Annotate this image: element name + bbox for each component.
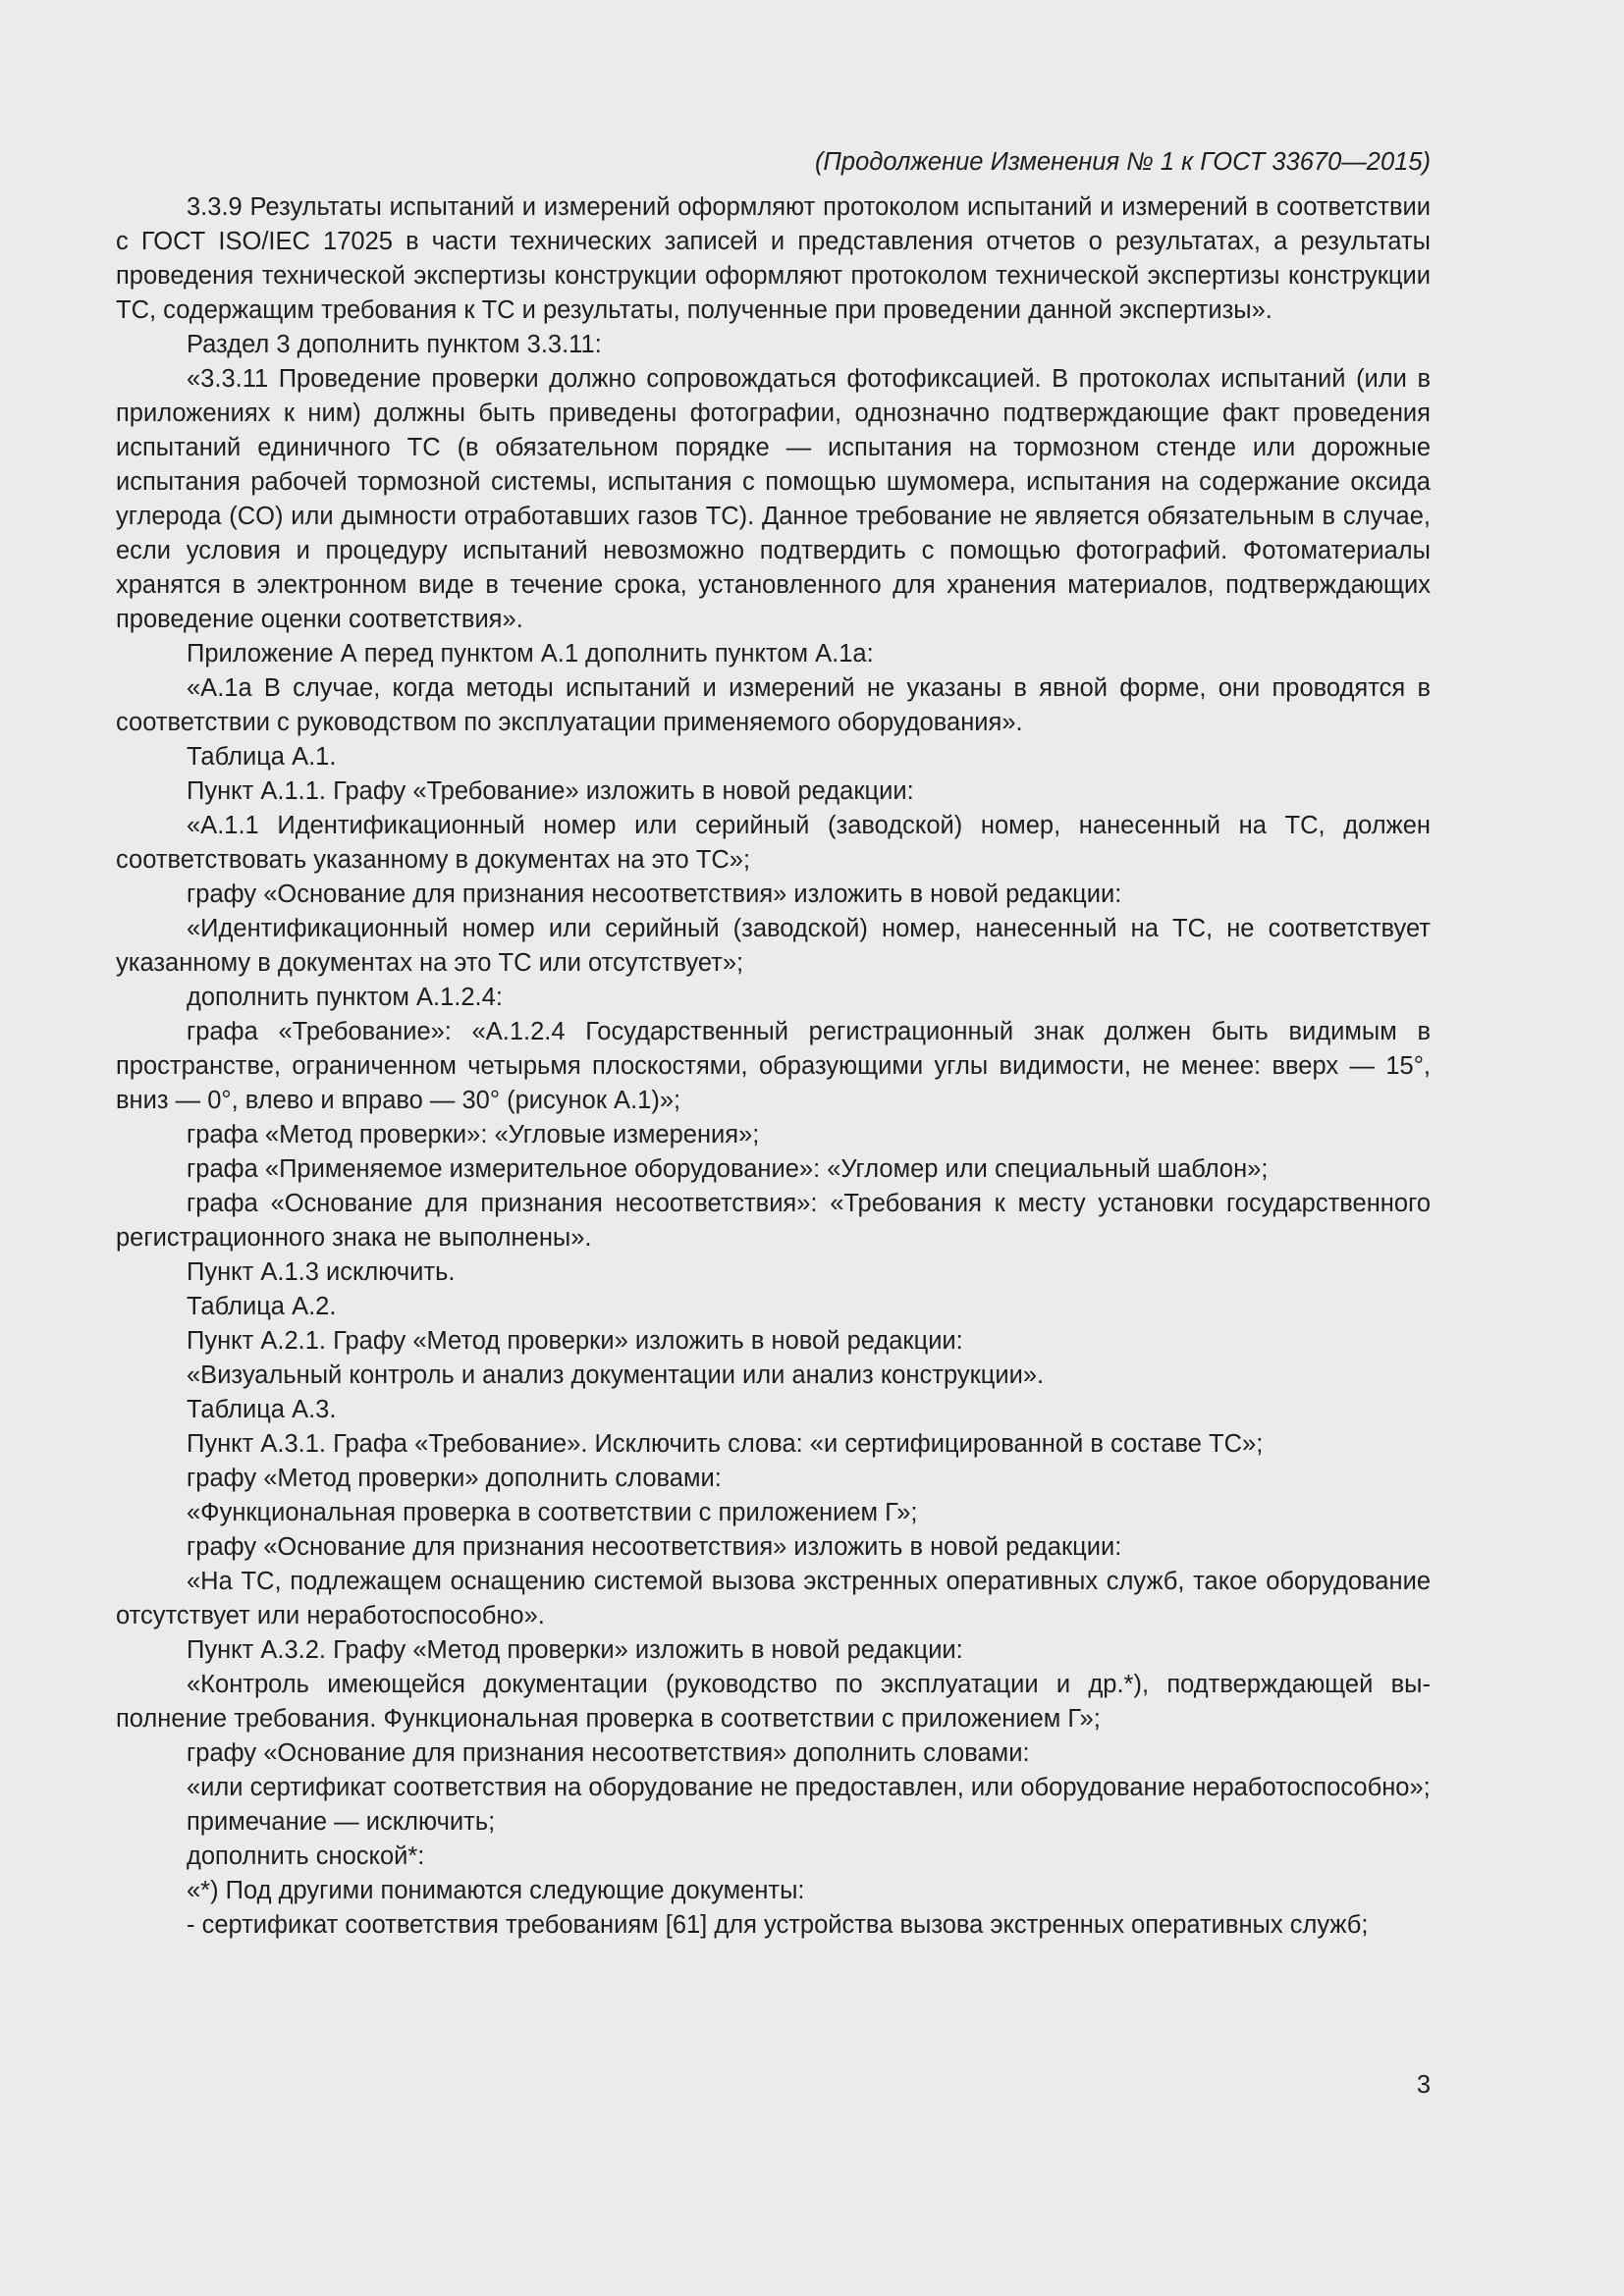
paragraph: графа «Применяемое измерительное оборудование»: «Угломер или специальный шаблон»; [187, 1155, 1269, 1183]
paragraph: графу «Основание для признания несоответствия» изложить в новой редакции: [187, 881, 1122, 908]
paragraph: графа «Требование»: «А.1.2.4 Государственный регистрационный знак должен быть видимым в пространстве, ограниченном четырьмя плоскостями, образующими углы видимости, не менее: вверх — 15°, вниз — 0°, влево и вправо — 30° (рисунок А.1)»; [116, 1018, 1431, 1114]
paragraph: дополнить пунктом А.1.2.4: [187, 984, 503, 1011]
paragraph: «Контроль имеющейся документации (руководство по эксплуатации и др.*), подтверждающей выполнение требования. Функциональная проверка в соответствии с приложением Г»; [116, 1671, 1431, 1733]
paragraph: Раздел 3 дополнить пунктом 3.3.11: [187, 331, 602, 358]
paragraph: «Функциональная проверка в соответствии с приложением Г»; [187, 1499, 918, 1526]
paragraph: Таблица А.3. [187, 1396, 337, 1423]
paragraph: примечание — исключить; [187, 1808, 496, 1836]
paragraph: Пункт А.2.1. Графу «Метод проверки» изложить в новой редакции: [187, 1327, 963, 1355]
paragraph: Таблица А.2. [187, 1293, 337, 1320]
paragraph: «3.3.11 Проведение проверки должно сопровождаться фотофиксацией. В протоколах испытаний (или в приложениях к ним) должны быть приведены фотографии, однозначно подтверждающие факт проведения испытаний единичного ТС (в обязательном порядке — испытания на тормозном стенде или дорожные испытания рабочей тормозной системы, испытания с помощью шумомера, испытания на содержание оксида углерода (CO) или дымности отработавших газов ТС). Данное требование не является обязательным в случае, если условия и процедуру испытаний невозможно подтвердить с помощью фотографий. Фотоматериалы хранятся в электронном виде в течение срока, установленного для хранения материалов, подтверждающих проведение оценки соответствия». [116, 365, 1431, 633]
running-header: (Продолжение Изменения № 1 к ГОСТ 33670—2015) [814, 148, 1431, 176]
paragraph: графу «Основание для признания несоответствия» изложить в новой редакции: [187, 1533, 1122, 1561]
paragraph: графу «Основание для признания несоответствия» дополнить словами: [187, 1739, 1030, 1767]
paragraph: Пункт А.1.3 исключить. [187, 1258, 456, 1286]
paragraph: графа «Метод проверки»: «Угловые измерения»; [187, 1121, 760, 1148]
paragraph: Пункт А.3.2. Графу «Метод проверки» изложить в новой редакции: [187, 1636, 963, 1664]
paragraph: графу «Метод проверки» дополнить словами: [187, 1465, 722, 1492]
document-page [116, 135, 1431, 1943]
paragraph: дополнить сноской*: [187, 1842, 425, 1870]
paragraph: «А.1а В случае, когда методы испытаний и измерений не указаны в явной форме, они проводятся в соответствии с руководством по эксплуатации применяемого оборудования». [116, 674, 1431, 736]
paragraph: «или сертификат соответствия на оборудование не предоставлен, или оборудование неработоспособно»; [187, 1774, 1431, 1801]
paragraph: графа «Основание для признания несоответствия»: «Требования к месту установки государственного регистрационного знака не выполнены». [116, 1190, 1431, 1252]
paragraph: 3.3.9 Результаты испытаний и измерений оформляют протоколом испытаний и измерений в соответствии с ГОСТ ISO/IEC 17025 в части технических записей и представления отчетов о результатах, а результаты проведения технической экспертизы конструкции оформляют протоколом технической экспертизы конструкции ТС, содержащим требования к ТС и результаты, полученные при проведении данной экспертизы». [116, 193, 1431, 324]
paragraph: «Идентификационный номер или серийный (заводской) номер, нанесенный на ТС, не соответствует указанному в документах на это ТС или отсутствует»; [116, 915, 1431, 977]
paragraph: «А.1.1 Идентификационный номер или серийный (заводской) номер, нанесенный на ТС, должен соответствовать указанному в документах на это ТС»; [116, 812, 1431, 874]
document-body [116, 190, 1431, 1943]
paragraph: «Визуальный контроль и анализ документации или анализ конструкции». [187, 1362, 1045, 1389]
paragraph: Приложение А перед пунктом А.1 дополнить пунктом А.1а: [187, 640, 874, 667]
paragraph: «*) Под другими понимаются следующие документы: [187, 1877, 805, 1904]
page-number: 3 [1416, 2071, 1431, 2099]
paragraph: Пункт А.3.1. Графа «Требование». Исключить слова: «и сертифицированной в составе ТС»; [187, 1430, 1264, 1458]
paragraph: - сертификат соответствия требованиям [61] для устройства вызова экстренных оперативных служб; [187, 1911, 1369, 1939]
paragraph: Таблица А.1. [187, 743, 337, 771]
paragraph: «На ТС, подлежащем оснащению системой вызова экстренных оперативных служб, такое оборудование отсутствует или неработоспособно». [116, 1568, 1431, 1629]
paragraph: Пункт А.1.1. Графу «Требование» изложить в новой редакции: [187, 777, 914, 805]
